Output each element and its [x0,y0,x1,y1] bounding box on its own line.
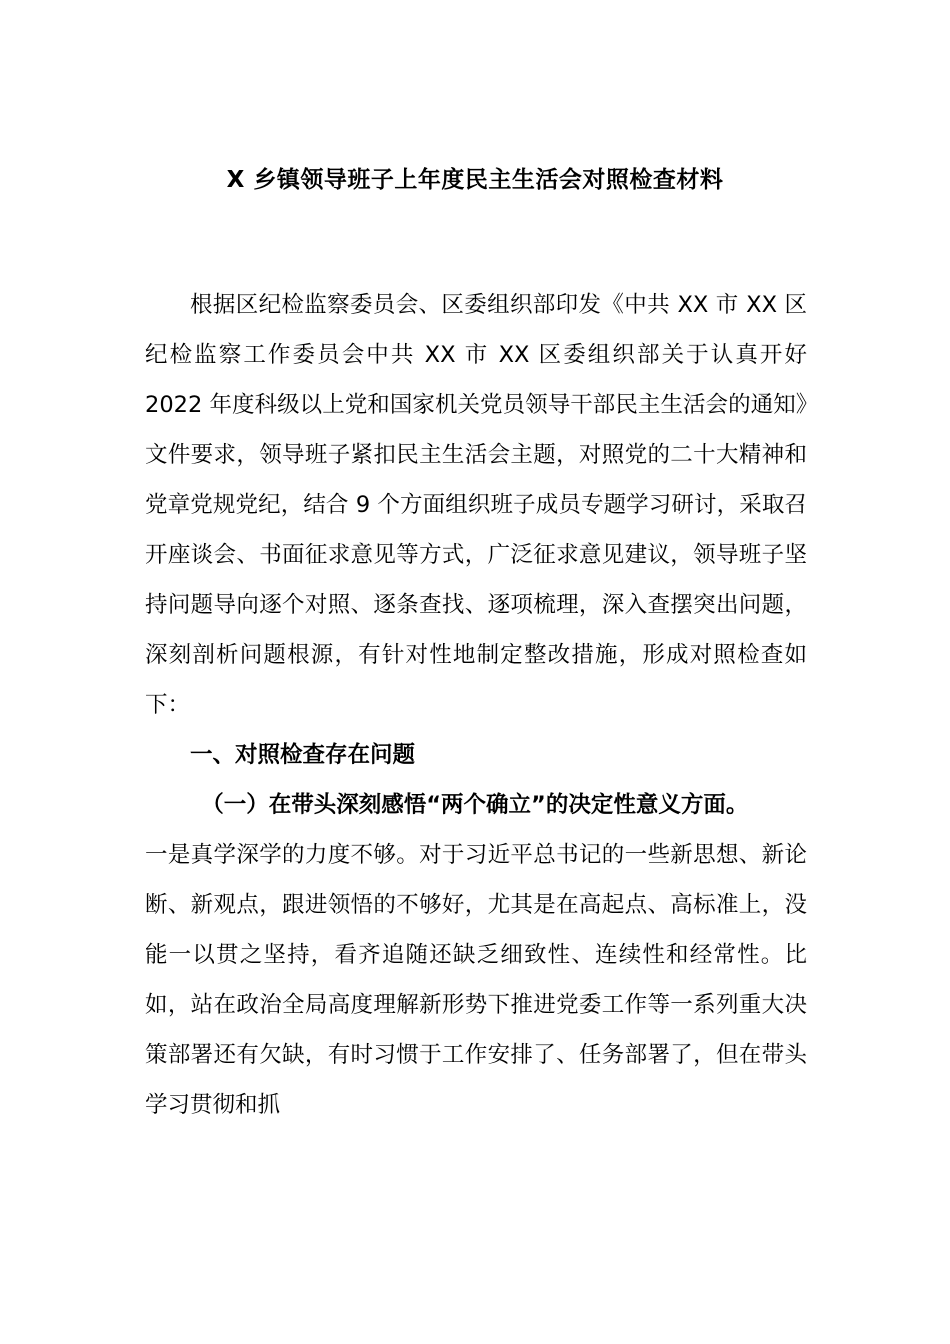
document-body [145,280,807,1130]
subsection-heading: （一）在带头深刻感悟“两个确立”的决定性意义方面。 [201,792,749,818]
document-title: X 乡镇领导班子上年度民主生活会对照检查材料 [226,167,724,193]
intro-paragraph: 根据区纪检监察委员会、区委组织部印发《中共 XX 市 XX 区纪检监察工作委员会中共 XX 市 XX 区委组织部关于认真开好 2022 年度科级以上党和国家机关党员领导干部民主生活会的通知》文件要求，领导班子紧扣民主生活会主题，对照党的二十大精神和党章党规党纪，结合 9 个方面组织班子成员专题学习研讨，采取召开座谈会、书面征求意见等方式，广泛征求意见建议，领导班子坚持问题导向逐个对照、逐条查找、逐项梳理，深入查摆突出问题，深刻剖析问题根源，有针对性地制定整改措施，形成对照检查如下： [145,292,807,718]
section-heading: 一、对照检查存在问题 [190,742,416,768]
subsection-paragraph: 一是真学深学的力度不够。对于习近平总书记的一些新思想、新论断、新观点，跟进领悟的不够好，尤其是在高起点、高标准上，没能一以贯之坚持，看齐追随还缺乏细致性、连续性和经常性。比如，站在政治全局高度理解新形势下推进党委工作等一系列重大决策部署还有欠缺，有时习惯于工作安排了、任务部署了，但在带头学习贯彻和抓 [145,842,807,1118]
